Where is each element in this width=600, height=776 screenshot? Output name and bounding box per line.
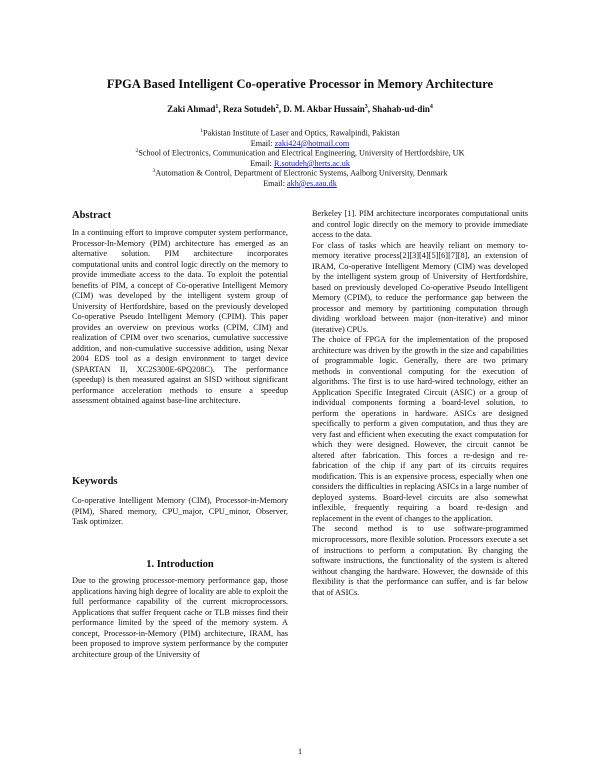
page-number: 1 [297, 746, 303, 756]
author-list: Zaki Ahmad$^1$, Reza Sotudeh$^2$, D. M. Akbar Hussain$^3$, Shahab-ud-din$^4$ [167, 104, 433, 114]
introduction-left-body: Due to the growing processor-memory performance gap, those applications having high degree of locality are able to exploit the full performance capability of the current microprocessors. Applications that suffer frequent cache or TLB misses find their performance limited by the speed of the memory system. A concept, Processor-in-Memory (PIM) architecture, IRAM, has been proposed to improve system performance by the computer architecture group of the University of [72, 576, 288, 659]
author-affiliation-marker: 4 [429, 104, 433, 110]
introduction-right-column [312, 209, 528, 598]
author-name: Reza Sotudeh [222, 104, 276, 114]
affiliation-name: Pakistan Institute of Laser and Optics, Rawalpindi, Pakistan [203, 128, 400, 138]
email-link[interactable]: zaki424@hotmail.com [274, 138, 350, 148]
abstract-heading: Abstract [72, 210, 112, 221]
paragraph: The second method is to use software-programmed microprocessors, more flexible solution. Processors execute a set of instructions to perform a computation. By changing the software instructions, the functionality of the system is altered without changing the hardware. However, the downside of this flexibility is that the performance can suffer, and is far below that of ASICs. [312, 524, 528, 597]
paragraph: The choice of FPGA for the implementation of the proposed architecture was driven by the growth in the size and capabilities of programmable logic. Generally, there are two primary methods in conventional computing for the execution of algorithms. The first is to use hard-wired technology, either an Application Specific Integrated Circuit (ASIC) or a group of individual components forming a board-level solution, to perform the operations in hardware. ASICs are designed specifically to perform a given computation, and thus they are very fast and efficient when executing the exact computation for which they were designed. However, the circuit cannot be altered after fabrication. This forces a re-design and re-fabrication of the chip if any part of its circuits requires modification. This is an expensive process, especially when one considers the difficulties in replacing ASICs in a large number of deployed systems. Board-level circuits are also somewhat inflexible, frequently requiring a board re-design and replacement in the event of changes to the application. [312, 335, 528, 523]
abstract-body: In a continuing effort to improve computer system performance, Processor-In-Memory (PIM) architecture has emerged as an alternative solution. PIM architecture incorporates computational units and control logic directly on the memory to provide immediate access to the data. To exploit the potential benefits of PIM, a concept of Co-operative Intelligent Memory (CIM) was developed by the intelligent system group of University of Hertfordshire, based on the previously developed Co-operative Pseudo Intelligent Memory (CPIM). This paper provides an overview on previous works (CPIM, CIM) and realization of CPIM over two scenarios, cumulative successive addition, and non-cumulative successive addition, using Nexar 2004 EDS tool as a design environment to target device (SPARTAN II, XC2S300E-6PQ208C). The performance (speedup) is then measured against an SISD without significant performance acceleration methods to ensure a speedup assessment obtained against base-line architecture. [72, 228, 288, 406]
introduction-heading: 1. Introduction [146, 559, 214, 570]
affiliation-2: $^2$School of Electronics, Communication and Electrical Engineering, University of Hertfordshire, UK Email: R.sotudeh@herts.ac.uk [135, 148, 465, 168]
keywords-body: Co-operative Intelligent Memory (CIM), Processor-in-Memory (PIM), Shared memory, CPU_major, CPU_minor, Observer, Task optimizer. [72, 496, 288, 527]
affiliation-name: School of Electronics, Communication and Electrical Engineering, University of Hertfordshire, UK [138, 148, 465, 158]
keywords-heading: Keywords [72, 476, 118, 487]
author-name: Shahab-ud-din [372, 104, 430, 114]
email-link[interactable]: akh@es.aau.dk [287, 178, 337, 188]
author-name: Zaki Ahmad [167, 104, 216, 114]
author-affiliation-marker: 1 [215, 104, 219, 110]
author-name: D. M. Akbar Hussain [283, 104, 365, 114]
author-affiliation-marker: 2 [275, 104, 279, 110]
paper-title: FPGA Based Intelligent Co-operative Processor in Memory Architecture [106, 77, 494, 91]
affiliation-name: Automation & Control, Department of Electronic Systems, Aalborg University, Denmark [155, 168, 448, 178]
affiliation-3: $^3$Automation & Control, Department of Electronic Systems, Aalborg University, Denmark Email: akh@es.aau.dk [152, 168, 448, 188]
paragraph: Berkeley [1]. PIM architecture incorporates computational units and control logic directly on the memory to provide immediate access to the data. [312, 209, 528, 240]
author-affiliation-marker: 3 [364, 104, 368, 110]
paragraph: For class of tasks which are heavily reliant on memory to-memory iterative process[2][3][4][5][6][7][8], an extension of IRAM, Co-operative Intelligent Memory (CIM) was developed by the intelligent system group of University of Hertfordshire, based on previously developed Co-operative Pseudo Intelligent Memory (CPIM), to reduce the performance gap between the processor and memory by partitioning computation through dividing workload between major (non-iterative) and minor (iterative) CPUs. [312, 240, 528, 334]
email-link[interactable]: R.sotudeh@herts.ac.uk [273, 158, 350, 168]
affiliation-1: $^1$Pakistan Institute of Laser and Optics, Rawalpindi, Pakistan Email: zaki424@hotmail.com [200, 128, 400, 148]
